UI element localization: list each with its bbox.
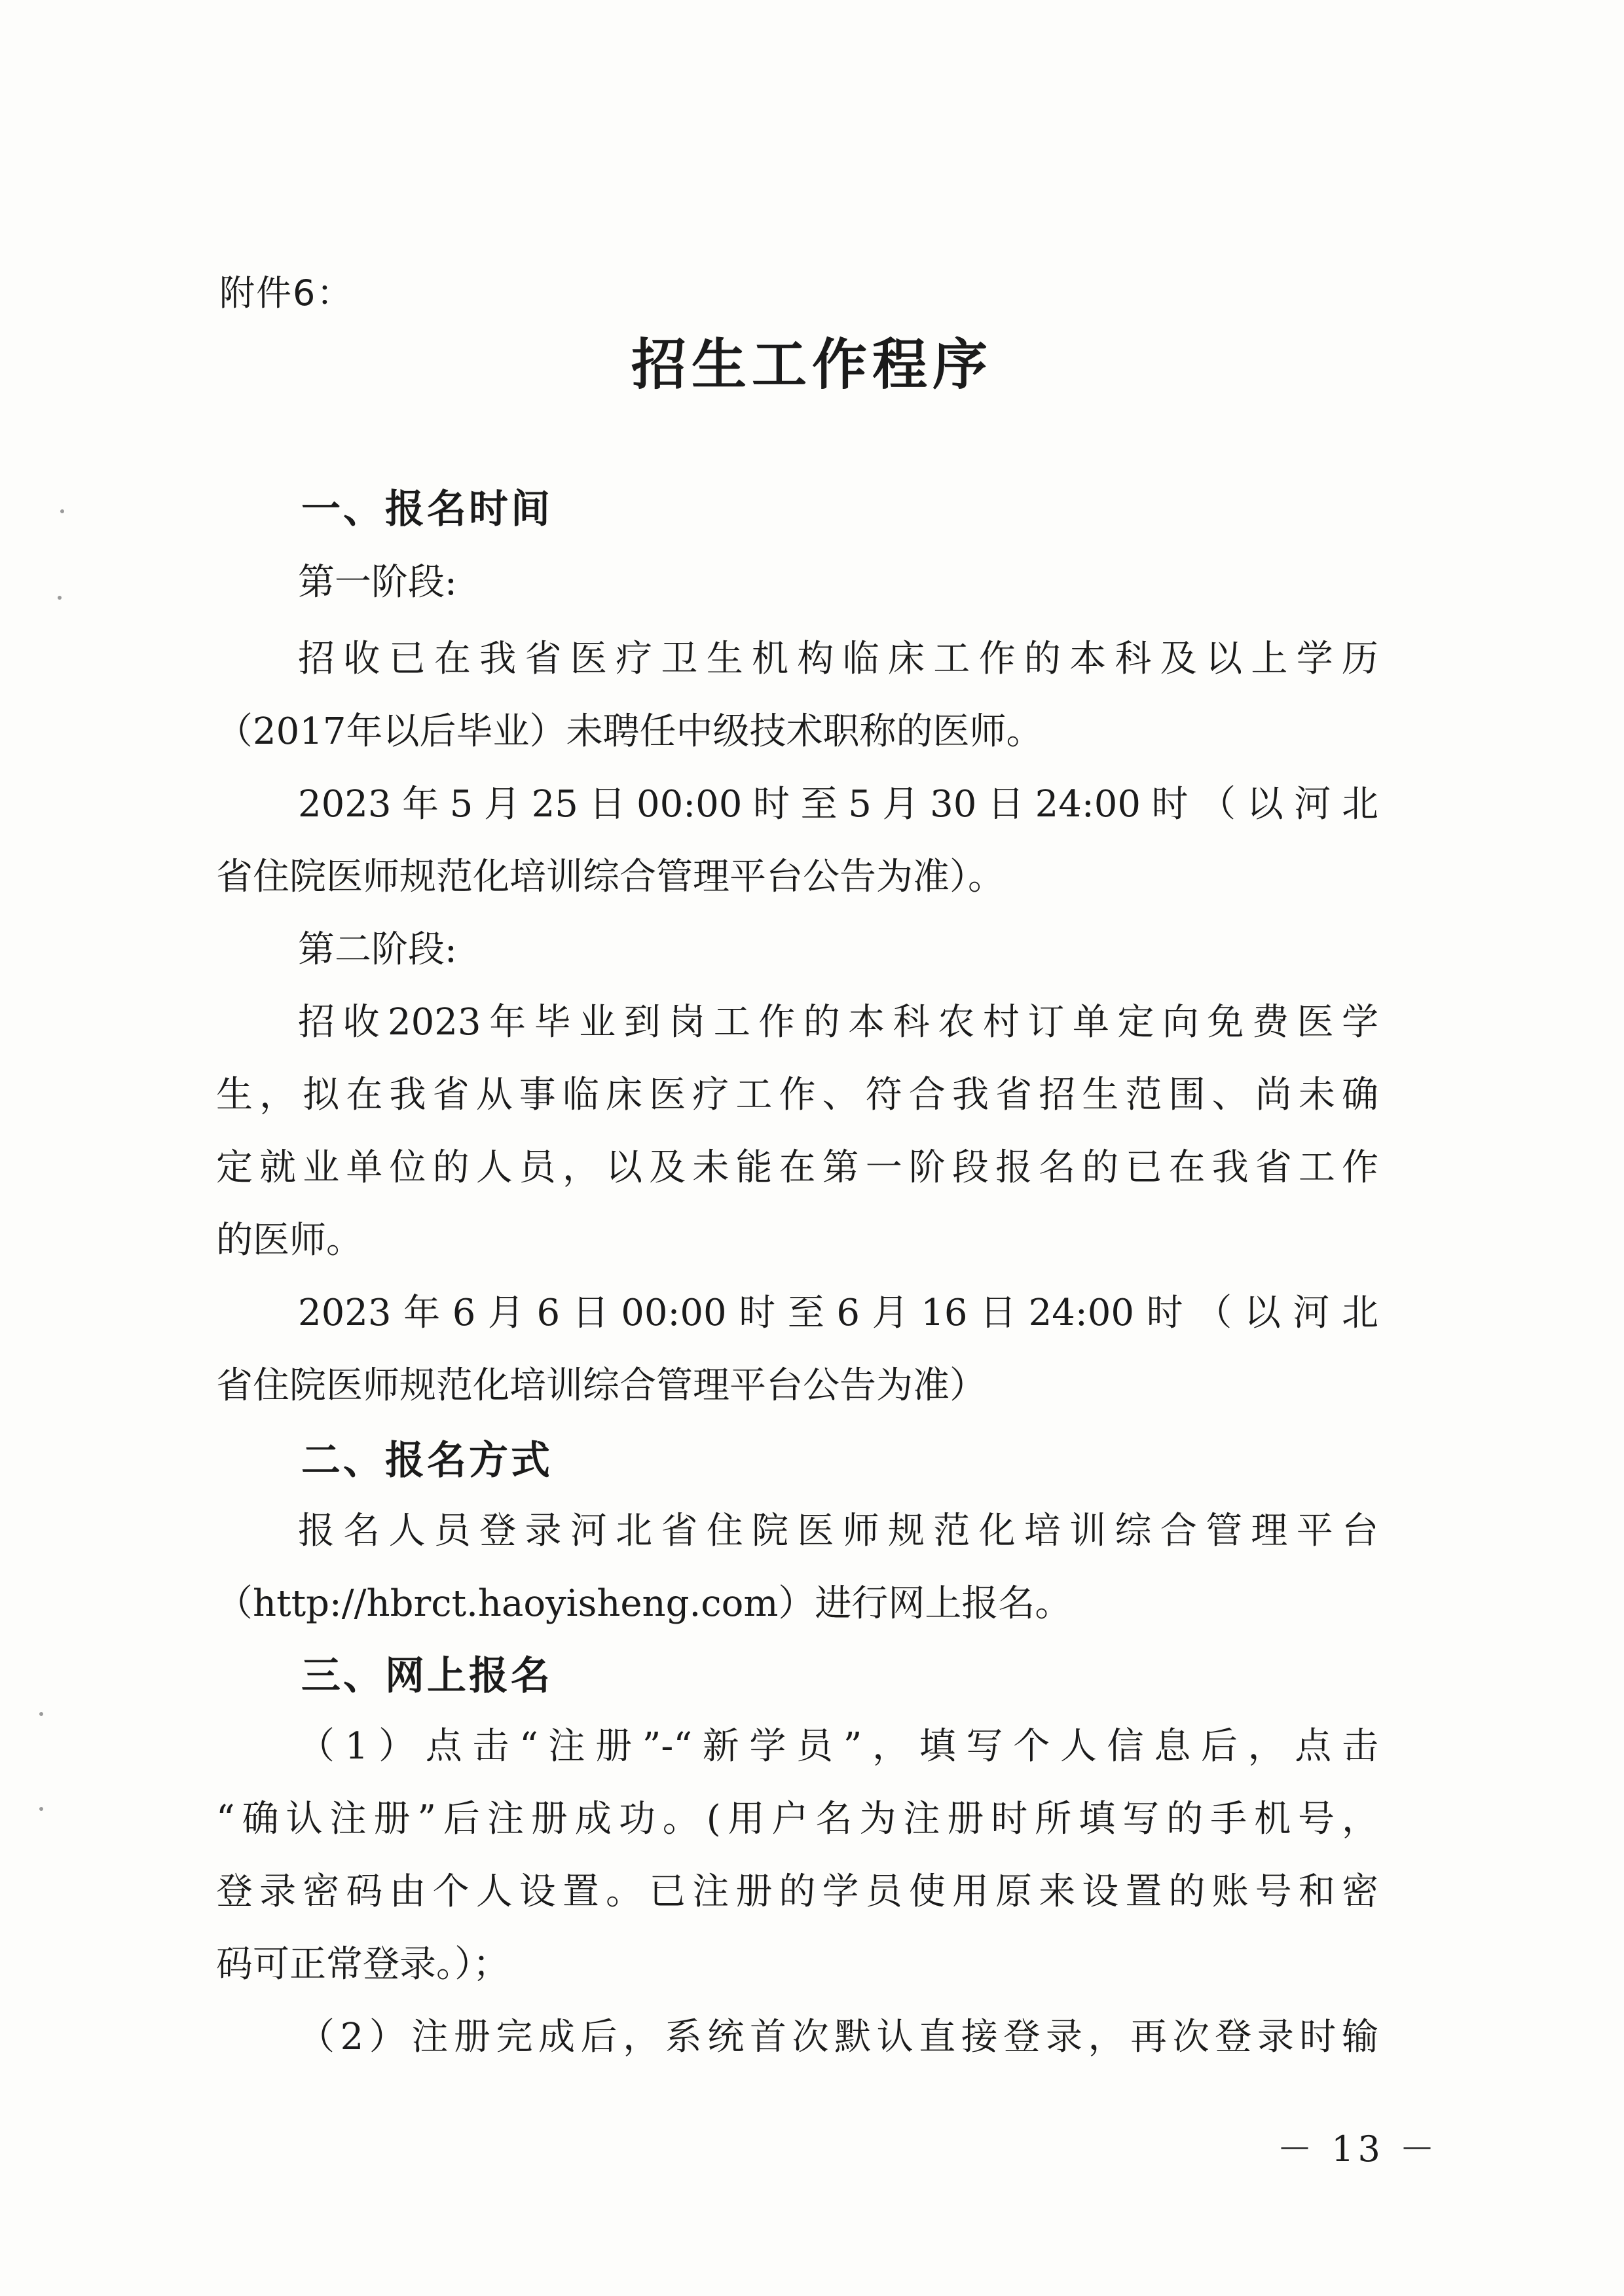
paragraph-line: 登录密码由个人设置。已注册的学员使用原来设置的账号和密 xyxy=(216,1870,1378,1913)
paragraph-line: 省住院医师规范化培训综合管理平台公告为准）。 xyxy=(216,856,1005,898)
paragraph-line: “确认注册”后注册成功。(用户名为注册时所填写的手机号， xyxy=(216,1798,1378,1840)
paragraph-line: 招收已在我省医疗卫生机构临床工作的本科及以上学历 xyxy=(298,638,1378,680)
paragraph-line: 第二阶段: xyxy=(298,928,457,971)
paragraph-line: 定就业单位的人员，以及未能在第一阶段报名的已在我省工作 xyxy=(216,1146,1378,1189)
paragraph-line: 第一阶段: xyxy=(298,561,457,604)
paragraph-line: 招收2023年毕业到岗工作的本科农村订单定向免费医学 xyxy=(298,1001,1378,1044)
section-heading-registration-time: 一、报名时间 xyxy=(301,486,553,532)
scan-speck xyxy=(58,596,62,600)
paragraph-line: 码可正常登录。）； xyxy=(216,1943,509,1986)
paragraph-line: 生，拟在我省从事临床医疗工作、符合我省招生范围、尚未确 xyxy=(216,1074,1378,1116)
paragraph-line: （1）点击“注册”-“新学员”，填写个人信息后，点击 xyxy=(298,1725,1378,1768)
paragraph-line: 省住院医师规范化培训综合管理平台公告为准） xyxy=(216,1364,986,1407)
page-number: － 13 － xyxy=(1277,2128,1439,2170)
section-heading-online-registration: 三、网上报名 xyxy=(301,1653,553,1699)
paragraph-line: 2023年5月25日00:00时至5月30日24:00时（以河北 xyxy=(298,783,1378,826)
attachment-label: 附件6： xyxy=(219,272,354,314)
paragraph-line: （http://hbrct.haoyisheng.com）进行网上报名。 xyxy=(216,1582,1072,1625)
scan-speck xyxy=(39,1807,43,1811)
paragraph-line: 的医师。 xyxy=(216,1219,363,1262)
document-title: 招生工作程序 xyxy=(631,332,993,397)
scan-speck xyxy=(60,509,64,513)
paragraph-line: （2017年以后毕业）未聘任中级技术职称的医师。 xyxy=(216,710,1043,753)
section-heading-registration-method: 二、报名方式 xyxy=(301,1438,553,1484)
paragraph-line: （2）注册完成后，系统首次默认直接登录，再次登录时输 xyxy=(298,2016,1378,2058)
paragraph-line: 报名人员登录河北省住院医师规范化培训综合管理平台 xyxy=(298,1510,1378,1552)
scan-speck xyxy=(39,1712,43,1716)
paragraph-line: 2023年6月6日00:00时至6月16日24:00时（以河北 xyxy=(298,1292,1378,1334)
